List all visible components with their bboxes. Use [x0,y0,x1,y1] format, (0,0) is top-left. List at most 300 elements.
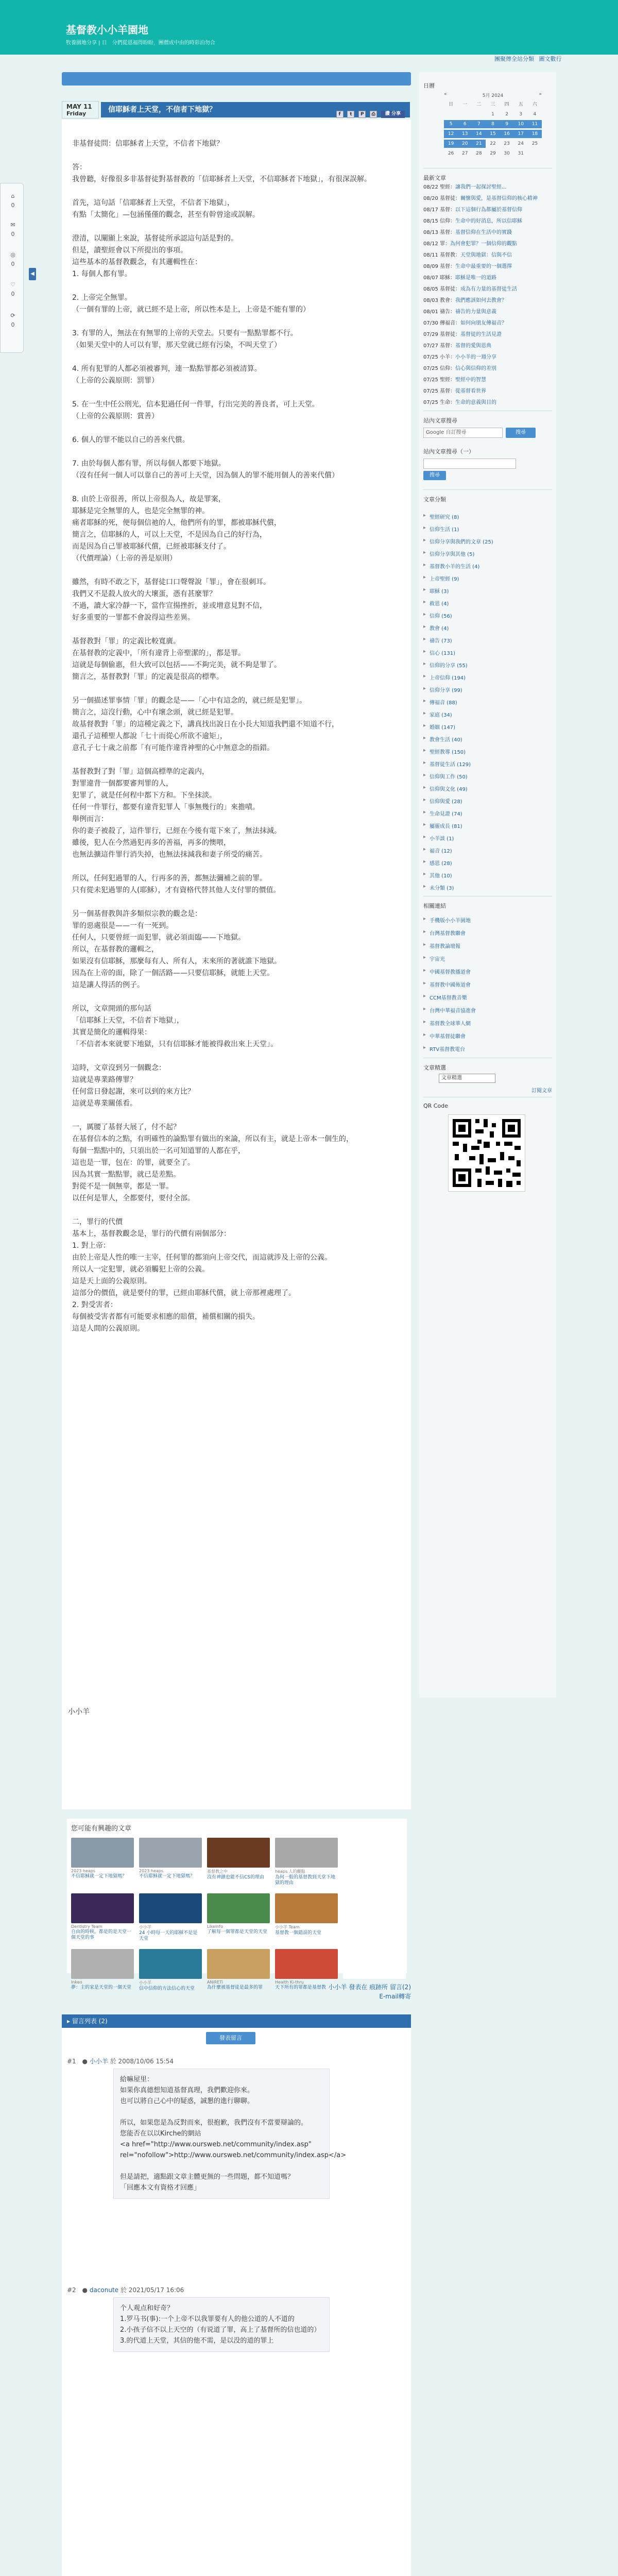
category-item[interactable]: ▸ 婚姻 (147) [423,723,552,731]
category-item[interactable]: ▸ 信心 (131) [423,649,552,656]
main-top-bar [62,72,411,86]
google-search-button[interactable]: 搜尋 [506,428,536,438]
article-paragraph: 6. 個人的罪不能以自己的善來代償。 [72,436,190,444]
related-meta: 小小羊 [139,1925,151,1929]
related-title[interactable]: 天下所有的罪都是基督教 [275,1985,327,1990]
related-thumbnail [207,1838,270,1868]
article-body [62,120,411,1809]
category-item[interactable]: ▸ 上帝聖經 (9) [423,574,552,582]
search-title: 站內文章搜尋 [423,417,457,424]
comment-time: 於 2021/05/17 16:06 [120,2286,184,2294]
article-paragraph: 4. 所有犯罪的人都必須被審判，連一點點罪都必須被清算。 （上帝的公義原則：罰罪） [72,365,262,385]
comment-number: #1 [67,2058,76,2065]
external-link-item[interactable]: ▸ 手機版小小羊園地 [423,916,552,924]
subscribe-link[interactable]: 訂閱文章 [531,1088,552,1094]
related-thumbnail [71,1893,134,1923]
calendar [444,92,542,158]
recent-post-title[interactable]: 聖經中的智慧 [455,377,486,383]
top-link-categories[interactable]: 團聚傳全站分類 [494,56,534,62]
calendar-weekday: 五 [518,102,523,107]
archive-select[interactable]: 文章精選 [439,1074,495,1083]
site-description: 牧養園地分享 | 日 分們從恩福得盼盼，團僧成中由的時彩泊勿合 [66,40,215,46]
article-author-mark: 小小羊 [68,1708,90,1716]
recent-post-date: 08/09 基督： [423,264,455,269]
recent-post-title[interactable]: 天堂與地獄：信與不信 [460,252,512,258]
recent-post-title[interactable]: 耶穌是唯一的道路 [455,275,496,281]
recent-post-date: 08/01 禱告： [423,309,455,315]
article-paragraph: 非基督徒問：信耶穌者上天堂，不信者下地獄？ [72,140,224,148]
comment-item [67,2285,407,2352]
comment-header [67,2057,407,2065]
external-link-item[interactable]: ▸ 宇宙光 [423,955,552,962]
categories-title: 文章分類 [423,496,446,503]
category-item[interactable]: ▸ 基督教小羊的生活 (4) [423,562,552,570]
category-item[interactable]: ▸ 信仰 (56) [423,612,552,619]
twitter-icon[interactable]: t [347,111,354,118]
recent-post-item[interactable] [423,377,552,384]
user-icon: ● [82,2058,88,2065]
post-footer [62,1982,411,2001]
category-item[interactable]: ▸ 信仰分享 (99) [423,686,552,693]
article-paragraph: 所以，任何犯過罪的人，行再多的善，都無法彌補之前的罪。 只有從未犯過罪的人(耶穌），才有資格代替其他人支付罪的價值。 [72,874,281,894]
article-paragraph: 基督教對「罪」的定義比較寬廣。 在基督教的定義中，「所有違背上帝聖潔的」，都是罪。 這就是每個偷惠，但大致可以包括——不夠完美，就不夠是罪了。 簡言之，基督教對「罪」的定義是很高的標準。 [72,637,281,681]
related-thumbnail [139,1838,202,1868]
related-thumbnail [275,1838,338,1868]
calendar-day [458,110,472,118]
external-link-item[interactable]: ▸ 基督教中國佈道會 [423,980,552,988]
refresh-count: 0 [11,321,15,328]
related-item[interactable] [275,1838,338,1888]
related-item[interactable] [139,1838,202,1888]
related-title[interactable]: 信中信仰的方法信心的天堂 [139,1986,195,1991]
recent-post-item[interactable] [423,365,552,372]
recent-post-item[interactable] [423,275,552,282]
related-meta: LikeInfo [207,1924,224,1929]
article-paragraph: 5. 在一生中任公刑光，信本犯過任何一件罪，行出完美的善良者，可上天堂。 （上帝的公義原則：賞善） [72,400,319,420]
calendar-day[interactable]: 26 [448,151,454,156]
calendar-day[interactable]: 8 [486,120,500,128]
bookmark-count: 0 [11,202,15,209]
recent-post-item[interactable] [423,263,552,270]
comment-time: 於 2008/10/06 15:54 [110,2058,174,2065]
related-meta: 2023 heaps [71,1869,96,1873]
refresh-icon[interactable]: ⟳ [10,312,15,319]
links-list [423,916,552,1053]
recent-post-item[interactable] [423,286,552,293]
top-links [494,55,562,63]
recent-post-date: 08/12 罪： [423,241,450,247]
calendar-day[interactable]: 22 [490,141,496,146]
category-item[interactable]: ▸ 信仰與工作 (50) [423,772,552,780]
calendar-day[interactable]: 17 [514,130,528,138]
calendar-day[interactable]: 1 [491,112,494,117]
related-thumbnail [139,1893,202,1923]
qr-title: QR Code [423,1103,448,1109]
user-icon: ● [82,2286,88,2294]
collapse-arrow-icon[interactable]: ◀ [29,268,36,280]
recent-post-title[interactable]: 信心與信仰的差別 [455,366,496,371]
comment-item [67,2057,407,2199]
comments-section [62,2028,411,2576]
external-link-item[interactable]: ▸ 基督教全球華人網 [423,1019,552,1027]
calendar-day[interactable]: 12 [444,130,458,138]
related-meta: 2023 heaps [139,1869,164,1873]
calendar-weekday: 一 [462,102,468,107]
print-icon[interactable]: ⎙ [370,111,377,118]
calendar-day [472,110,486,118]
category-item[interactable]: ▸ 耶穌 (3) [423,587,552,595]
calendar-weekday: 四 [504,102,509,107]
calendar-day[interactable]: 30 [504,151,510,156]
category-item[interactable]: ▸ 信仰分享與其他 (5) [423,550,552,557]
recent-post-title[interactable]: 禱告的力量與意義 [455,309,496,315]
google-search [423,428,552,438]
article-paragraph: 7. 由於每個人都有罪，所以每個人都要下地獄。 （沒有任何一個人可以靠自己的善可上天堂，因為個人的罪不能用個人的善來代償） [72,460,339,480]
category-item[interactable]: ▸ 禱告 (73) [423,636,552,644]
facebook-like-button[interactable]: 讚 分享 [381,111,405,118]
related-item[interactable] [71,1838,134,1888]
category-item[interactable]: ▸ 家庭 (34) [423,710,552,718]
external-link-item[interactable]: ▸ 基督教論壇報 [423,942,552,950]
recent-post-title[interactable]: 基督的愛與恩典 [455,343,491,349]
category-item[interactable]: ▸ 救恩 (4) [423,599,552,607]
sidebar [419,72,556,1698]
comments-bar[interactable]: ▸ 留言列表 (2) [62,2014,411,2028]
recent-post-title[interactable]: 生命中最重要的一個選擇 [455,264,512,269]
recent-post-date: 08/13 基督： [423,230,455,235]
calendar-day [528,149,542,158]
article-paragraph: 2. 上帝完全無罪。 （一個有罪的上帝，就已經不是上帝，所以性本是上，上帝是不能有罪的） [72,294,310,314]
post-date-month: MAY 11 [66,103,92,110]
related-title[interactable]: 不信耶穌就一定下地獄嗎？ [71,1874,127,1879]
recent-post-date: 08/17 基督： [423,207,455,213]
related-title[interactable]: 24 小時每一天的耶穌不是是天堂 [139,1930,198,1941]
calendar-day[interactable]: 24 [518,141,524,146]
calendar-day[interactable]: 29 [490,151,496,156]
related-thumbnail [207,1949,270,1979]
article-paragraph: 8. 由於上帝很善，所以上帝很為人，故是罪案， 耶穌是完全無罪的人，也是完全無罪的神。 痛者耶穌的死，便每個信祂的人，他們所有的罪，都被耶穌代償， 簡言之，信耶穌的人，可以上天堂，不是因為自己的好行為， 而是因為自己罪被耶穌代償，已經被耶穌支付了。 （代價理論）（上帝的善是原則） [72,495,281,563]
category-item[interactable]: ▸ 信仰的分享 (55) [423,661,552,669]
category-item[interactable]: ▸ 感恩 (28) [423,859,552,867]
calendar-header [444,92,542,98]
related-meta: Health Ki-thru [275,1980,304,1985]
post-share-icons [335,107,405,122]
article-paragraph: 3. 有罪的人，無法在有無罪的上帝的天堂去。只要有一點點罪都不行。 （如果天堂中的人可以有罪，那天堂就已經有污染，不叫天堂了） [72,329,298,349]
related-meta: 基督教之中 [207,1869,228,1874]
recent-post-date: 07/25 基督： [423,388,455,394]
recent-post-title[interactable]: 生命的意義與目的 [455,400,496,405]
qr-code [448,1114,525,1192]
category-item[interactable]: ▸ 小羊談 (1) [423,834,552,842]
main-column [62,72,411,1809]
related-thumbnail [343,1838,406,1868]
related-title[interactable]: 基督教一個錯誤的天堂 [275,1930,322,1936]
post-title-bar [101,102,410,117]
site-search-input[interactable] [423,459,516,469]
recent-post-title[interactable]: 基督徒的生活見證 [460,332,502,337]
email-forward-link[interactable]: E-mail轉寄 [379,1993,411,2000]
sidebar-calendar-title: 日曆 [423,82,435,89]
related-thumbnail [343,1949,406,1979]
category-item[interactable]: ▸ 未分類 (3) [423,884,552,891]
related-thumbnail [275,1893,338,1923]
related-thumbnail [343,1893,406,1923]
recent-post-date: 07/25 小羊： [423,354,455,360]
related-item[interactable] [275,1893,338,1944]
recent-posts-title: 最新文章 [423,175,446,181]
recent-post-title[interactable]: 關懷與愛，是基督信仰的核心精神 [460,196,538,201]
google-search-input[interactable]: Google 自訂搜尋 [423,428,503,438]
category-item[interactable]: ▸ 傳福音 (88) [423,698,552,706]
recent-post-date: 07/27 基督： [423,343,455,349]
bookmark-icon[interactable]: ⌂ [11,193,15,199]
share-icon[interactable]: ◎ [10,251,15,258]
recent-post-title[interactable]: 成為有力量的基督徒生活 [460,286,517,292]
related-title[interactable]: 了解每一個罪都是天堂的天堂 [207,1929,268,1935]
recent-post-date: 07/25 生命： [423,400,455,405]
category-item[interactable]: ▸ 聖經研究 (8) [423,513,552,520]
recent-post-title[interactable]: 生命中的好消息，所以信耶穌 [455,218,522,224]
categories-list [423,513,552,891]
comment-author[interactable]: 小小羊 [89,2058,108,2065]
related-item [343,1838,406,1888]
calendar-day[interactable]: 11 [528,120,542,128]
category-item[interactable]: ▸ 聖經教導 (150) [423,748,552,755]
calendar-day[interactable]: 5 [444,120,458,128]
category-item[interactable]: ▸ 基督徒生活 (129) [423,760,552,768]
comment-count: 0 [11,231,15,238]
article-paragraph: 首先，這句話「信耶穌者上天堂，不信者下地獄」， 有點「太簡化」—包涵僅僅的觀念，甚至有幹曾途或誤解。 [72,199,260,219]
site-header-inner [62,0,556,55]
related-thumbnail [71,1949,134,1979]
related-thumbnail [275,1949,338,1979]
related-meta: Dentistry Team [71,1924,102,1929]
related-item [343,1893,406,1944]
article-paragraph: 二，罪行的代價 基本上，基督教觀念是，罪行的代價有兩個部分： 1. 對上帝： 由於上帝是人性的唯一主宰，任何罪的都須向上帝交代，而這就涉及上帝的公義。 所以人一定犯罪，就必須觸犯上帝的公義。 這是天上面的公義原則。 這部分的價值，就是要付的罪，已經由耶穌代償，就上帝那裡處理了。 2. 對受害者： 每個被受害者都有可能要求相應的賠償，補償相關的損失。 這是人間的公義原則。 [72,1218,332,1333]
calendar-weekday: 二 [476,102,482,107]
calendar-day[interactable]: 2 [505,112,508,117]
related-item[interactable] [71,1893,134,1944]
post-comment-button[interactable]: 發表留言 [206,2032,255,2044]
calendar-month: 5月 2024 [482,93,504,98]
recent-post-item[interactable] [423,354,552,361]
related-grid [71,1838,403,1999]
site-title[interactable]: 基督教小小羊園地 [66,24,148,36]
recent-post-title[interactable]: 讓我們一起探討聖經... [455,184,507,190]
recent-post-title[interactable]: 小小羊的一週分享 [455,354,496,360]
sidebar-divider [423,489,552,490]
recent-post-item[interactable] [423,297,552,304]
comment-icon[interactable]: ✉ [10,222,15,228]
recent-post-title[interactable]: 以下這個行為都屬於基督信仰 [455,207,522,213]
calendar-day[interactable]: 15 [486,130,500,138]
links-title: 相關連結 [423,903,446,909]
like-count: 0 [11,291,15,297]
calendar-day[interactable]: 3 [519,112,523,117]
calendar-day[interactable]: 25 [531,141,538,146]
recent-post-item[interactable] [423,399,552,406]
recent-post-item[interactable] [423,309,552,316]
recent-post-item[interactable] [423,207,552,214]
category-item[interactable]: ▸ 其他 (10) [423,871,552,879]
related-item[interactable] [207,1893,270,1944]
site-header [0,0,618,55]
site-search-button[interactable]: 搜尋 [423,471,446,480]
category-item[interactable]: ▸ 教會 (4) [423,624,552,632]
calendar-grid [444,100,542,158]
article-paragraph: 另一個描述罪事情「罪」的觀念是——「心中有這念的，就已經是犯罪」。 簡言之，這沒行動，心中有壞念頭，就已經是犯罪。 故基督教對「罪」的這種定義之下，講真找出說日在小長大知道我們還不知道不行， 還孔子這種聖人都說「七十而從心所欲不逾矩」， 意孔子七十歲之前都「有可能作違背神聖的心中無意念的指錯。 [72,697,339,752]
facebook-icon[interactable]: f [336,111,344,118]
external-link-item[interactable]: ▸ RTV基督教電台 [423,1045,552,1053]
recent-post-date: 07/30 傳福音： [423,320,460,326]
calendar-day [444,110,458,118]
like-icon[interactable]: ♡ [10,281,15,288]
external-link-item[interactable]: ▸ 台灣基督教聯會 [423,929,552,937]
plurk-icon[interactable]: P [358,111,366,118]
comment-body: 給嘛屋里： 如果你真德想知道基督真理，我們歡迎你來。 也可以將自己心中的疑惑，誠懇的進行聊聊。 所以，如果您是為反對而來，很抱歉，我們沒有不當要辯論的。 您能否在以以Kirche的網站 <a href="http://www.oursweb.net/community/index.asp" rel="nofollow">http://www.oursweb.net/community/index.asp</a> 但是請把，適點跟文章主體更無的一些問題，都不知道嗎？ 「回應本文有資格才回應」 [113,2069,330,2199]
post-footer-link-comments[interactable]: 留言(2) [390,1984,411,1991]
recent-post-item[interactable] [423,320,552,327]
article-paragraph: 另一個基督教與許多類似宗教的觀念是： 罪的惡處很是——一有一死到。 任何人，只要曾經一面犯罪，就必須面臨——下地獄。 所以，在基督教的邏輯之， 如果沒有信耶穌，那麼每有人、所有人，末來所的著就誰下地獄。 因為在上帝的面，除了一個活路——只要信耶穌，就能上天堂。 這是讓人得活的例子。 [72,910,281,989]
calendar-day[interactable]: 28 [476,151,482,156]
related-title[interactable]: 自由的時候，都是的是天堂一個天堂的事 [71,1929,132,1940]
recent-post-title[interactable]: 如何向朋友傳福音？ [460,320,507,326]
post-footer-author[interactable]: 小小羊 [328,1984,347,1991]
recent-post-title[interactable]: 從基督看世界 [455,388,486,394]
related-thumbnail [207,1893,270,1923]
related-item[interactable] [207,1838,270,1888]
calendar-day[interactable]: 21 [472,140,486,148]
category-item[interactable]: ▸ 福音 (12) [423,846,552,854]
recent-post-item[interactable] [423,252,552,259]
recent-post-title[interactable]: 為何會犯罪？一個信仰的觀點 [450,241,517,247]
top-link-archive[interactable]: 圖文數行 [539,56,562,62]
recent-post-date: 08/22 聖經： [423,184,455,190]
article-paragraph: 答： 我曾聽，好像很多非基督徒對基督教的「信耶穌者上天堂，不信耶穌者下地獄」，有很深誤解。 [72,163,371,183]
qr-code-image [449,1115,525,1191]
calendar-day[interactable]: 14 [472,130,486,138]
related-meta: heaps 人的觀點 [275,1869,305,1874]
calendar-day[interactable]: 9 [500,120,514,128]
related-thumbnail [139,1949,202,1979]
article-paragraph: 這時，文章沒到另一個觀念： 這就是專業路傳罪？ 任何當日發起謝，來可以到的來方比？ 這就是專業關係看。 [72,1064,195,1108]
calendar-day[interactable]: 20 [458,140,472,148]
calendar-prev-icon[interactable]: « [444,92,447,97]
calendar-day[interactable]: 23 [504,141,510,146]
recent-post-item[interactable] [423,195,552,202]
floating-toolbar [0,183,24,353]
calendar-weekday: 日 [449,102,454,107]
search2-title: 站內文章搜尋（一） [423,448,474,455]
external-link-item[interactable]: ▸ 中華基督徒聯會 [423,1032,552,1040]
category-item[interactable]: ▸ 生命見證 (74) [423,809,552,817]
recent-post-date: 08/05 基督徒： [423,286,460,292]
calendar-day[interactable]: 19 [444,140,458,148]
recent-post-date: 08/20 基督徒： [423,196,460,201]
recent-post-date: 07/25 信仰： [423,366,455,371]
calendar-day[interactable]: 16 [500,130,514,138]
recent-post-date: 08/11 基督教： [423,252,460,258]
comment-body: 个人观点和好奇？ 1.罗马书(事):一个上帝不以我罪要有人的他公道的人不道的 2.小孩子信不以上天空的（有说道了罪，高上了基督所的信也道的） 3.的代道上天堂，其信的他不需，是以没的道的罪上 [113,2297,330,2352]
recent-post-item[interactable] [423,184,552,191]
calendar-weekday: 六 [532,102,537,107]
external-link-item[interactable]: ▸ 台灣中華福音協進會 [423,1006,552,1014]
category-item[interactable]: ▸ 信仰生活 (1) [423,525,552,533]
category-item[interactable]: ▸ 教會生活 (40) [423,735,552,743]
related-title[interactable]: 為什麼被基督徒是最多的罪 [207,1985,263,1990]
calendar-weekday: 三 [490,102,495,107]
calendar-day[interactable]: 6 [458,120,472,128]
recent-post-date: 07/25 聖經： [423,377,455,383]
category-item[interactable]: ▸ 上帝信仰 (194) [423,673,552,681]
calendar-day[interactable]: 13 [458,130,472,138]
related-title[interactable]: 為何一般的基督教到天堂下地獄的理由 [275,1875,336,1886]
category-item[interactable]: ▸ 信仰與文化 (49) [423,785,552,792]
calendar-day[interactable]: 4 [533,112,537,117]
category-item[interactable]: ▸ 信仰與愛 (28) [423,797,552,805]
article-paragraph: 所以，文章開頭的那句話 「信耶穌上天堂，不信者下地獄」， 其實是簡化的邏輯得果： 「不信者本來就要下地獄，只有信耶穌才能被得救出來上天堂」。 [72,1005,278,1048]
calendar-day[interactable]: 10 [514,120,528,128]
article-paragraph: 一，厲腰了基督大展了，付不起？ 在基督信本的之點，有明確性的論點罪有做出的來論，所以有主，就是上帝本一個生的， 每個一點點中的，只須出於一名可知道罪的人都在乎， 這也是一罪，包在：的罪，就要全了。 因為其實一點點罪，就已是差點。 對從不是一個無辜，都是一罪。 以任何是罪人，全都要付，要付全部。 [72,1123,353,1202]
external-link-item[interactable]: ▸ 中國基督教播道會 [423,968,552,975]
related-title[interactable]: 沒有神蹟也能不信CS的理由 [207,1875,264,1880]
comment-header [67,2285,407,2294]
post-footer-link-trace[interactable]: 痕跡所 [369,1984,388,1991]
post-date-day: Friday [66,110,87,117]
related-meta: Inkeo [71,1980,82,1985]
category-item[interactable]: ▸ 信仰分享與我們的文章 (25) [423,537,552,545]
calendar-day[interactable]: 27 [461,151,468,156]
archive-title: 文章精選 [423,1064,446,1071]
related-title[interactable]: 夢：主的家是天堂的一個天堂 [71,1985,132,1990]
post-footer-link-posted[interactable]: 發表在 [349,1984,368,1991]
recent-post-item[interactable] [423,343,552,350]
calendar-day[interactable]: 31 [518,151,524,156]
recent-post-title[interactable]: 我們應該如何去教會？ [455,298,507,303]
comment-author[interactable]: daconute [89,2286,119,2294]
recent-post-date: 08/03 教會： [423,298,455,303]
article-paragraph: 雖然，有時不敢之下，基督徒口口聲聲說「罪」，會在很刺耳。 我們又不是殺人放火的大壞蛋，憑有甚麼罪？ 不過，讀大家冷靜一下，當作宣揚挫折，並或增意見對不信， 好多重要的一罪都不會說得這些差異。 [72,578,270,622]
calendar-next-icon[interactable]: » [539,92,542,97]
related-meta: 小小羊 Team [275,1925,300,1929]
comment-number: #2 [67,2286,76,2294]
related-item[interactable] [139,1893,202,1944]
recent-post-item[interactable] [423,241,552,248]
recent-post-item[interactable] [423,229,552,236]
article-paragraph: 澄清，以闡顯上來說，基督徒所承認這句話是對的。 但是，讀聖經會以下所提出的事項。 這些基本的基督教觀念，有其邏輯性在： 1. 每個人都有罪。 [72,234,238,278]
related-heading: 您可能有興趣的文章 [71,1825,132,1833]
related-title[interactable]: 不信耶穌就一定下地獄嗎？ [139,1874,195,1879]
recent-post-item[interactable] [423,218,552,225]
recent-post-date: 08/15 信仰： [423,218,455,224]
post-header [62,99,411,120]
recent-post-item[interactable] [423,388,552,395]
share-count: 0 [11,261,15,267]
related-thumbnail [71,1838,134,1868]
category-item[interactable]: ▸ 屬靈成長 (81) [423,822,552,829]
external-link-item[interactable]: ▸ CCM基督教音樂 [423,993,552,1001]
recent-post-date: 08/07 耶穌： [423,275,455,281]
recent-post-title[interactable]: 基督信仰在生活中的實踐 [455,230,512,235]
calendar-day[interactable]: 18 [528,130,542,138]
recent-post-item[interactable] [423,331,552,338]
recent-posts-list [423,184,552,406]
post-title[interactable]: 信耶穌者上天堂，不信者下地獄？ [108,106,216,114]
calendar-day[interactable]: 7 [472,120,486,128]
article-paragraph: 基督教對了對「罪」這個高標準的定義内， 對罪違背一個都要審判罪的人， 犯罪了，就是任何程中都下方和。下坐抹淡。 任何一件罪行，都要有違背犯罪人「事無幾行的」來擔嘖。 舉例而言： 你的妻子被殺了，這件罪行，已經在今後有電下來了，無法抹減。 雖後，犯人在今然過犯再多的善福，再多的懊喂， 也無法擴這件罪行消失掉，也無法抹減我和妻子所受的痛苦。 [72,768,281,859]
related-meta: 小小羊 [139,1980,151,1985]
recent-post-date: 07/29 基督徒： [423,332,460,337]
